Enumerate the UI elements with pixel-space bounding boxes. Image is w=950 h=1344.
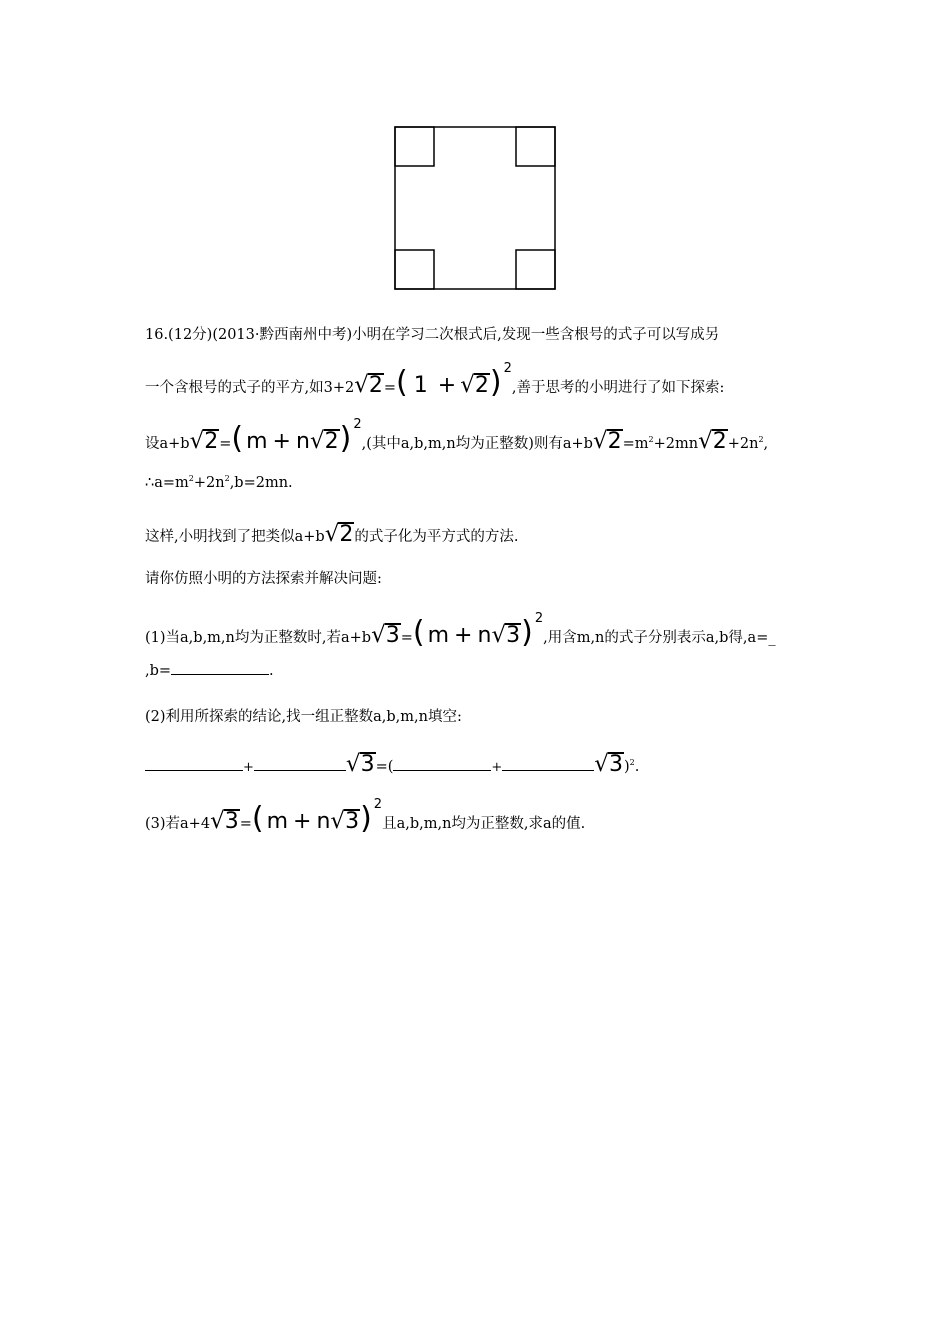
square-with-corner-cuts-figure (394, 126, 556, 290)
part-1-b: ,b= . (145, 663, 274, 679)
sqrt-3: √ 3 (330, 808, 360, 834)
part-3: (3)若a+4 √ 3 = ( m + n √ 3 ) 2 且a,b,m,n均为正整数,求a的值. (145, 797, 586, 836)
sqrt-2: √ 2 (309, 428, 339, 454)
sqrt-3: √ 3 (491, 622, 521, 648)
part-1: (1)当a,b,m,n均为正整数时,若a+b √ 3 = ( m + n √ 3 ) 2 ,用含m,n的式子分别表示a,b得,a=_ (145, 611, 776, 650)
answer-blank-b[interactable] (171, 673, 269, 675)
sqrt-2: √ 2 (698, 428, 727, 454)
outer-square (395, 127, 555, 289)
corner-square-bottom-left (395, 250, 434, 289)
sqrt-3: √ 3 (594, 751, 623, 777)
answer-blank-a[interactable] (145, 769, 243, 771)
sqrt-2: √ 2 (324, 521, 354, 547)
example-line: 一个含根号的式子的平方,如3+2 √ 2 = ( 1 + √ 2 ) 2 ,善于思考的小明进行了如下探索: (145, 361, 725, 400)
result-line: ∴a=m 2 +2n 2 ,b=2mn. (145, 474, 293, 491)
instruction-line: 请你仿照小明的方法探索并解决问题: (145, 571, 382, 587)
problem-header: 16.(12分)(2013·黔西南州中考)小明在学习二次根式后,发现一些含根号的式子可以写成另 (145, 327, 720, 343)
answer-blank-m[interactable] (393, 769, 491, 771)
sqrt-2: √ 2 (354, 372, 383, 398)
answer-blank-n[interactable] (502, 769, 594, 771)
corner-square-bottom-right (516, 250, 555, 289)
sqrt-2: √ 2 (592, 428, 622, 454)
part-2-fill: + √ 3 =( + √ 3 ) 2 . (145, 752, 639, 776)
part-2: (2)利用所探索的结论,找一组正整数a,b,m,n填空: (145, 709, 462, 725)
answer-blank-b2[interactable] (254, 769, 346, 771)
corner-square-top-left (395, 127, 434, 166)
sqrt-3: √ 3 (345, 751, 375, 777)
assumption-line: 设a+b √ 2 = ( m + n √ 2 ) 2 ,(其中a,b,m,n均为正整数)则有a+b √ 2 =m 2 +2mn √ 2 +2n 2 , (145, 417, 769, 456)
method-line: 这样,小明找到了把类似a+b √ 2 的式子化为平方式的方法. (145, 521, 519, 547)
sqrt-3: √ 3 (210, 808, 239, 834)
sqrt-2: √ 2 (460, 372, 489, 398)
sqrt-2: √ 2 (189, 428, 219, 454)
corner-square-top-right (516, 127, 555, 166)
sqrt-3: √ 3 (371, 622, 400, 648)
